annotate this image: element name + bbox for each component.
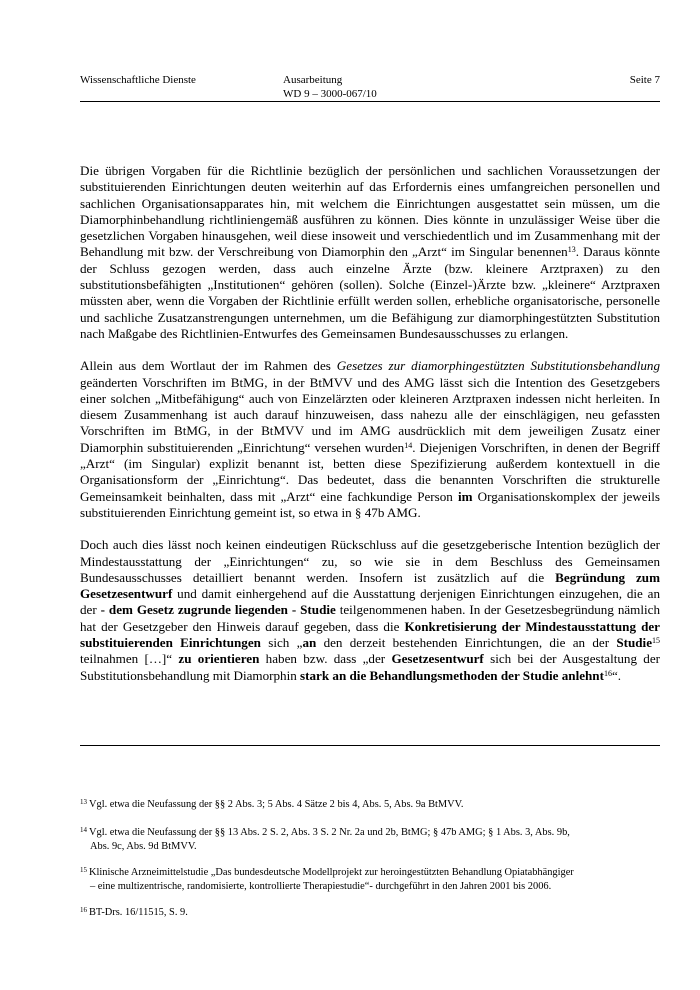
emphasis-an: an <box>302 635 317 651</box>
footnote-15 <box>80 866 660 893</box>
footnote-text-continued: – eine multizentrische, randomisierte, kontrollierte Therapiestudie“- durchgeführt in den Jahren 2001 bis 2006. <box>90 880 552 892</box>
footnote-number: 15 <box>80 866 87 874</box>
header-page-number: Seite 7 <box>629 74 660 86</box>
footnote-ref-16[interactable]: 16 <box>603 668 612 678</box>
emphasis-orientieren: zu orientieren <box>178 651 260 667</box>
emphasis-konkretisierung: Konkretisierung der Mindestausstattung der substituierenden Einrichtungen <box>80 618 660 651</box>
paragraph-2-text-b: geänderten Vorschriften im BtMG, in der BtMVV und des AMG lässt sich die Intention des Gesetzgebers einer solchen „Mitbefähigung“ auch von Einzelärzten oder kleineren Arztpraxen indessen nicht herleiten. In diesem Zusammenhang ist auch darauf hinzuweisen, dass nahezu alle der einschlägigen, neu gefassten Vorschriften im BtMG, in der BtMVV und im AMG ausdrücklich mit dem jeweiligen Zusatz einer Diamorphin substituierenden „Einrichtung“ versehen wurden <box>80 374 660 455</box>
paragraph-3-text-g: haben bzw. dass „der <box>259 651 392 667</box>
footnote-number: 16 <box>80 906 87 914</box>
header-department: Wissenschaftliche Dienste <box>80 74 196 86</box>
paragraph-3-text-a: Doch auch dies lässt noch keinen eindeutigen Rückschluss auf die gesetzgeberische Intention bezüglich der Mindestausstattung der „Einrichtungen“ zu, so wie sie in dem Beschluss des Gemeinsamen Bundesausschusses detailliert benannt werden. Insofern ist zusätzlich auf die <box>80 537 660 585</box>
footnote-text: Vgl. etwa die Neufassung der §§ 2 Abs. 3; 5 Abs. 4 Sätze 2 bis 4, Abs. 5, Abs. 9a BtMVV. <box>89 799 464 810</box>
law-title: Gesetzes zur diamorphingestützten Substitutionsbehandlung <box>336 358 661 374</box>
paragraph-2 <box>80 358 660 521</box>
paragraph-1 <box>80 163 660 342</box>
paragraph-3-text-i: “. <box>611 667 622 683</box>
footnote-ref-15[interactable]: 15 <box>652 636 660 646</box>
footnote-text-continued: Abs. 9c, Abs. 9d BtMVV. <box>90 840 197 852</box>
footnote-14 <box>80 826 660 853</box>
header-doc-number: WD 9 – 3000-067/10 <box>283 88 377 100</box>
emphasis-studie: - dem Gesetz zugrunde liegenden - Studie <box>100 602 336 618</box>
footnote-text: Klinische Arzneimittelstudie „Das bundesdeutsche Modellprojekt zur heroingestützten Behandlung Opiatabhängiger <box>89 867 574 878</box>
emphasis-gesetzesentwurf: Gesetzesentwurf <box>391 651 484 667</box>
header-document-info <box>283 73 377 101</box>
paragraph-1-text-b: . Daraus könnte der Schluss gezogen werden, dass auch einzelne Ärzte (bzw. kleinere Arztpraxen) zu den substitutionsbefähigten „Institutionen“ gehören (sollen). Solche (Einzel-)Ärzte bzw. „kleinere“ Arztpraxen müssten aber, wenn die Vorgaben der Richtlinie erfüllt werden sollen, erhebliche organisatorische, personelle und sachliche Zusatzanstrengungen unternehmen, um die Befähigung zur diamorphingestützten Substitution nach Maßgabe des Richtlinien-Entwurfes des Gemeinsamen Bundesausschusses zu erlangen. <box>80 244 660 341</box>
paragraph-3-text-e: den derzeit bestehenden Einrichtungen, die an der <box>316 635 617 651</box>
footnote-16 <box>80 906 660 920</box>
footnote-number: 13 <box>80 798 87 806</box>
footnote-ref-13[interactable]: 13 <box>567 245 576 255</box>
paragraph-3-text-c: teilgenommenen haben. In der Gesetzesbegründung nämlich hat der Gesetzgeber den Hinweis darauf gegeben, dass die <box>80 602 660 634</box>
footnote-text: Vgl. etwa die Neufassung der §§ 13 Abs. 2 S. 2, Abs. 3 S. 2 Nr. 2a und 2b, BtMG; § 47b AMG; § 1 Abs. 3, Abs. 9b, <box>89 827 570 838</box>
footnote-text: BT-Drs. 16/11515, S. 9. <box>89 907 188 918</box>
paragraph-3-text-f: teilnahmen […]“ <box>80 651 179 667</box>
emphasis-im: im <box>457 488 473 504</box>
header-rule <box>80 101 660 102</box>
emphasis-anlehnt: stark an die Behandlungsmethoden der Studie anlehnt <box>300 667 604 683</box>
paragraph-2-text-c: . Diejenigen Vorschriften, in denen der Begriff „Arzt“ (im Singular) explizit benannt ist, betten diese Spezifizierung außerdem kontextuell in die Organisationsform der „Einrichtung“. Das bedeutet, dass die benannten Vorschriften die strukturelle Gemeinsamkeit beinhalten, dass mit „Arzt“ eine fachkundige Person <box>80 439 661 504</box>
footnote-number: 14 <box>80 826 87 834</box>
paragraph-3-text-h: sich bei der Ausgestaltung der Substitutionsbehandlung mit Diamorphin <box>80 651 660 683</box>
paragraph-3-text-d: sich „ <box>260 635 303 651</box>
footnote-13 <box>80 798 660 812</box>
paragraph-1-text-a: Die übrigen Vorgaben für die Richtlinie bezüglich der persönlichen und sachlichen Voraussetzungen der substituierenden Einrichtungen deuten weiterhin auf das Erfordernis eines umfangreichen personellen und sachlichen Organisationsapparates hin, mit welchem die Einrichtungen ausgestattet sein müssen, um die Diamorphinbehandlung richtliniengemäß ausführen zu können. Dies könnte in unzulässiger Weise über die gesetzlichen Vorgaben hinausgehen, weil diese insoweit und verschiedentlich und im Zusammenhang mit der Behandlung mit bzw. der Verschreibung von Diamorphin den „Arzt“ im Singular benennen <box>80 163 660 260</box>
paragraph-3-text-b: und damit einhergehend auf die Ausstattung derjenigen Einrichtungen einzugehen, die an der <box>80 586 660 618</box>
emphasis-begruendung: Begründung zum Gesetzesentwurf <box>80 569 660 602</box>
paragraph-2-text-a: Allein aus dem Wortlaut der im Rahmen des <box>80 358 337 374</box>
main-text <box>80 163 660 700</box>
paragraph-2-text-d: Organisationskomplex der jeweils substituierenden Einrichtung gemeint ist, so etwa in § 47b AMG. <box>80 488 660 520</box>
footnote-ref-14[interactable]: 14 <box>404 440 413 450</box>
footnote-separator <box>80 745 660 746</box>
emphasis-studie-2: Studie <box>616 635 652 651</box>
header-doc-type: Ausarbeitung <box>283 74 343 86</box>
paragraph-3 <box>80 537 660 684</box>
